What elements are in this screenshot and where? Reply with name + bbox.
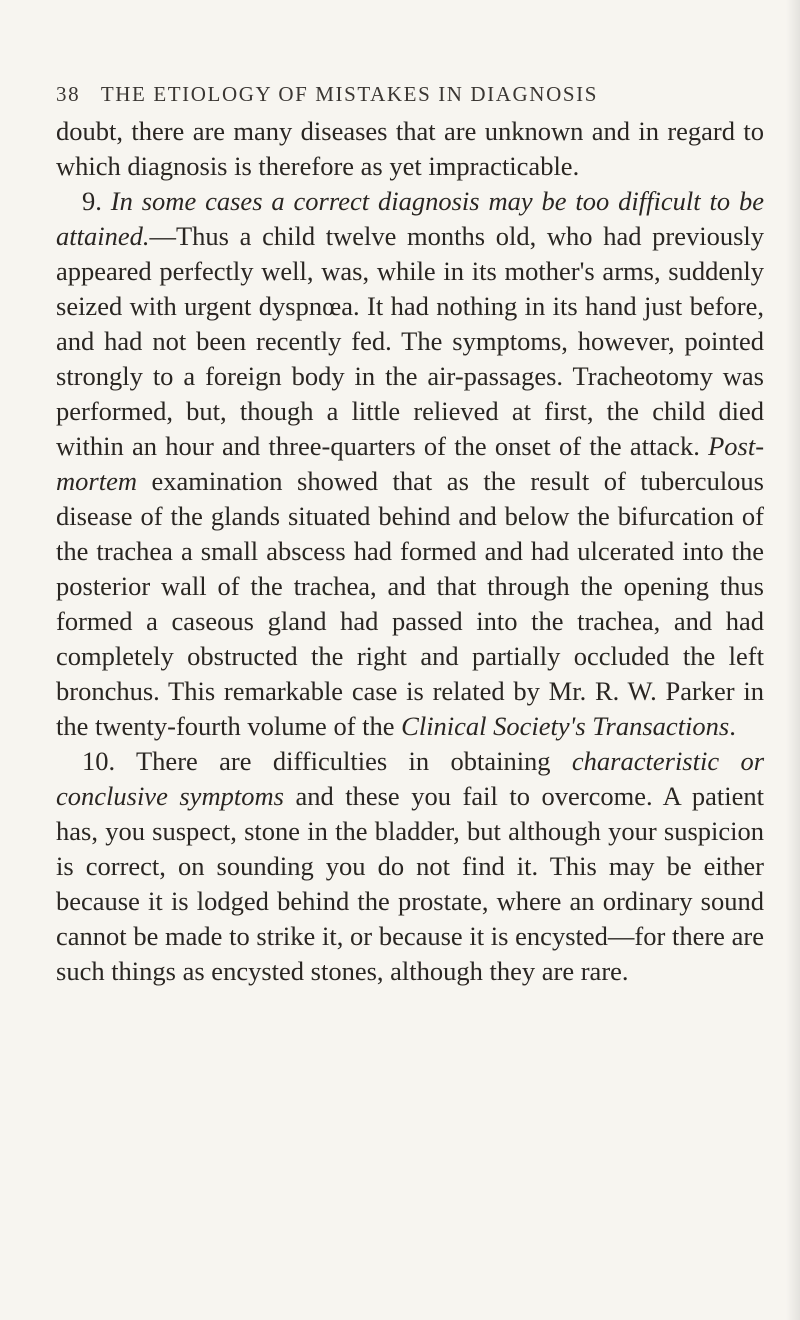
paragraph-10 <box>56 744 764 989</box>
journal-title: Clinical Society's Transactions <box>401 711 730 741</box>
paragraph-text: and these you fail to overcome. A patient has, you suspect, stone in the bladder, but although your suspicion is correct, on sounding you do not find it. This may be either because it is lodged behind the prostate, where an ordinary sound cannot be made to strike it, or because it is encysted—for there are such things as encysted stones, although they are rare. <box>56 781 765 986</box>
paragraph-end: . <box>729 711 736 741</box>
paragraph-heading: In some cases a correct diagnosis may be too difficult to be attained. <box>56 186 765 251</box>
paragraph-number: 10. <box>82 746 116 776</box>
paragraph-text: There are difficulties in obtaining <box>136 746 551 776</box>
page-edge-shadow <box>786 0 800 1320</box>
italic-term: characteristic or conclusive symptoms <box>56 746 765 811</box>
paragraph-continuation <box>56 114 764 184</box>
body-text <box>56 114 764 989</box>
page-number: 38 <box>56 82 81 106</box>
italic-term: Post-mortem <box>56 431 765 496</box>
continuation-text: doubt, there are many diseases that are unknown and in regard to which diagnosis is therefore as yet impracticable. <box>56 116 764 181</box>
paragraph-text: —Thus a child twelve months old, who had previously appeared perfectly well, was, while in its mother's arms, suddenly seized with urgent dyspnœa. It had nothing in its hand just before, and had not been recently fed. The symptoms, however, pointed strongly to a foreign body in the air-passages. Tracheotomy was performed, but, though a little relieved at first, the child died within an hour and three-quarters of the onset of the attack. <box>56 221 764 461</box>
running-head <box>56 82 776 107</box>
paragraph-number: 9. <box>82 186 102 216</box>
running-title: THE ETIOLOGY OF MISTAKES IN DIAGNOSIS <box>100 82 598 106</box>
paragraph-9 <box>56 184 764 744</box>
paragraph-text: examination showed that as the result of tuberculous disease of the glands situated behind and below the bifurcation of the trachea a small abscess had formed and had ulcerated into the posterior wall of the trachea, and that through the opening thus formed a caseous gland had passed into the trachea, and had completely obstructed the right and partially occluded the left bronchus. This remarkable case is related by Mr. R. W. Parker in the twenty-fourth volume of the <box>56 466 764 741</box>
